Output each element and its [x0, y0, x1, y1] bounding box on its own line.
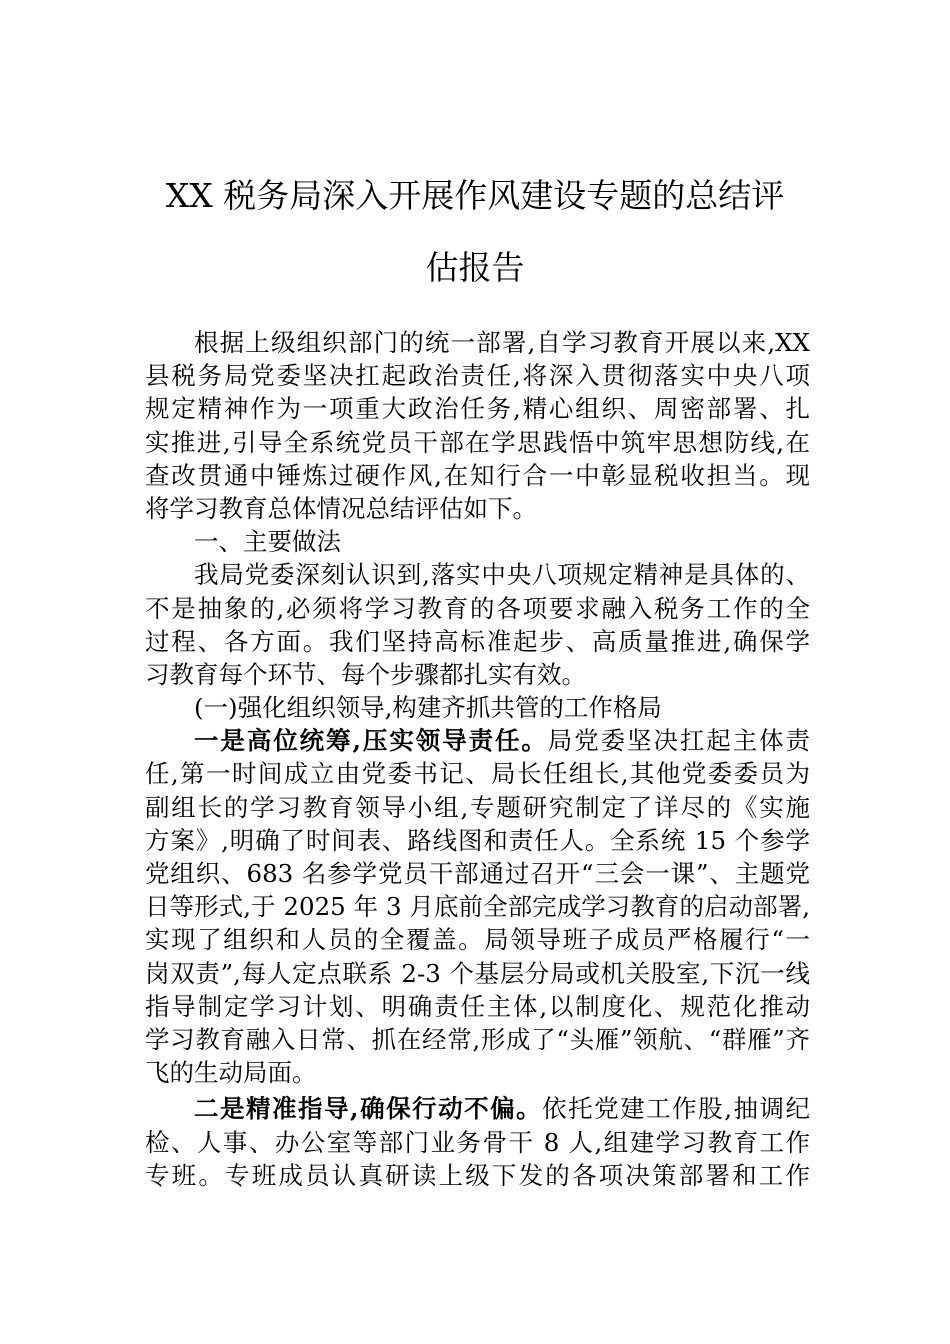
title-line-2: 估报告 — [425, 248, 525, 287]
text-line: 党组织、683 名参学党员干部通过召开“三会一课”、主题党 — [145, 859, 810, 888]
text-line: 根据上级组织部门的统一部署,自学习教育开展以来,XX — [194, 328, 810, 357]
text-line: 学习教育融入日常、抓在经常,形成了“头雁”领航、“群雁”齐 — [145, 1024, 810, 1054]
subsection-heading — [145, 691, 810, 724]
text-line: 岗双责”,每人定点联系 2-3 个基层分局或机关股室,下沉一线 — [145, 958, 810, 988]
subsection-heading-text: (一)强化组织领导,构建齐抓共管的工作格局 — [194, 693, 662, 723]
section-heading — [145, 525, 810, 558]
document-body — [145, 326, 810, 1192]
text-line: 县税务局党委坚决扛起政治责任,将深入贯彻落实中央八项 — [145, 361, 810, 391]
text-line: 查改贯通中锤炼过硬作风,在知行合一中彰显税收担当。现 — [145, 460, 810, 490]
text-line: 日等形式,于 2025 年 3 月底前全部完成学习教育的启动部署, — [145, 892, 810, 922]
text-line: 检、人事、办公室等部门业务骨干 8 人,组建学习教育工作 — [145, 1127, 810, 1157]
text-line: 实推进,引导全系统党员干部在学思践悟中筑牢思想防线,在 — [145, 427, 810, 457]
text-line: 任,第一时间成立由党委书记、局长任组长,其他党委委员为 — [145, 759, 810, 789]
text-line: 飞的生动局面。 — [145, 1058, 317, 1088]
text-line: 规定精神作为一项重大政治任务,精心组织、周密部署、扎 — [145, 394, 810, 424]
text-line: 将学习教育总体情况总结评估如下。 — [145, 493, 537, 523]
text-line: 方案》,明确了时间表、路线图和责任人。全系统 15 个参学 — [145, 825, 810, 855]
text-line: 专班。专班成员认真研读上级下发的各项决策部署和工作 — [145, 1160, 810, 1190]
section-paragraph — [145, 558, 810, 691]
point-lead: 一是高位统筹,压实领导责任。 — [194, 726, 548, 756]
text-line — [145, 1092, 810, 1125]
document-title — [120, 160, 830, 304]
text-line: 过程、各方面。我们坚持高标准起步、高质量推进,确保学 — [145, 626, 810, 656]
point-paragraph-2 — [145, 1092, 810, 1192]
section-heading-text: 一、主要做法 — [194, 527, 341, 557]
text-line: 副组长的学习教育领导小组,专题研究制定了详尽的《实施 — [145, 792, 810, 822]
intro-paragraph — [145, 326, 810, 525]
text-line: 习教育每个环节、每个步骤都扎实有效。 — [145, 659, 586, 689]
point-lead-rest: 依托党建工作股,抽调纪 — [542, 1094, 810, 1124]
text-line: 实现了组织和人员的全覆盖。局领导班子成员严格履行“一 — [145, 925, 810, 955]
point-paragraph-1 — [145, 724, 810, 1089]
point-lead-rest: 局党委坚决扛起主体责 — [547, 726, 811, 756]
text-line: 我局党委深刻认识到,落实中央八项规定精神是具体的、 — [194, 560, 810, 590]
text-line: 不是抽象的,必须将学习教育的各项要求融入税务工作的全 — [145, 593, 810, 623]
title-line-1: XX 税务局深入开展作风建设专题的总结评 — [165, 176, 785, 215]
text-line: 指导制定学习计划、明确责任主体,以制度化、规范化推动 — [145, 991, 810, 1021]
point-lead: 二是精准指导,确保行动不偏。 — [194, 1094, 543, 1124]
text-line — [145, 724, 810, 757]
